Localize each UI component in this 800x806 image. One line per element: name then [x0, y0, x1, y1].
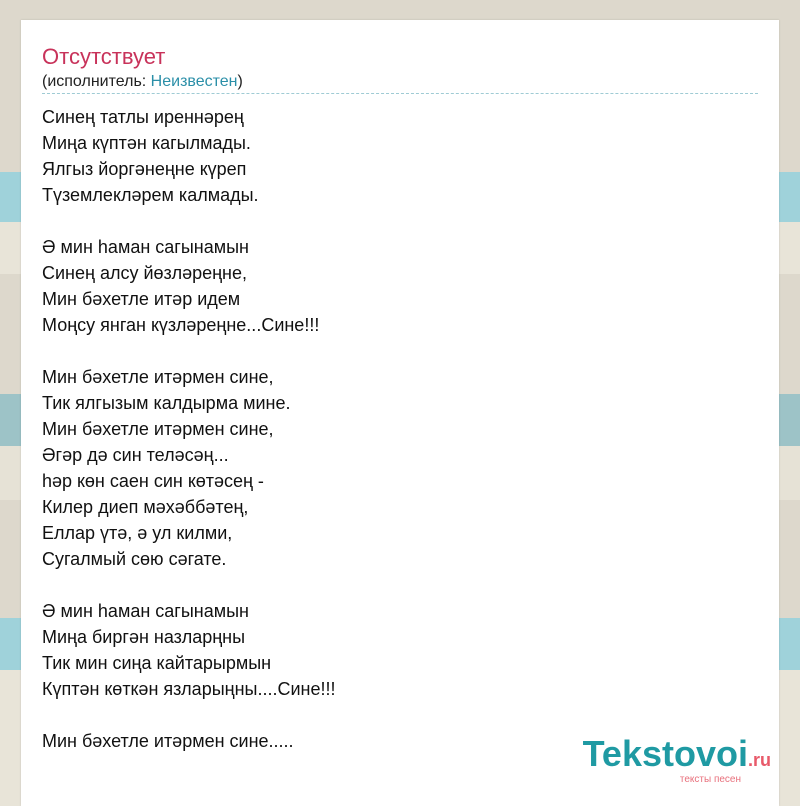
lyric-line: һәр көн саен син көтәсең -	[42, 471, 264, 491]
lyric-line	[42, 338, 335, 364]
lyric-line: Миңа күптән кагылмады.	[42, 133, 251, 153]
lyric-line: Тик ялгызым калдырма мине.	[42, 393, 291, 413]
lyric-line: Мин бәхетле итәрмен сине.....	[42, 731, 294, 751]
lyric-line	[42, 208, 335, 234]
lyric-line: Түземлекләрем калмады.	[42, 185, 259, 205]
lyric-line: Мин бәхетле итәрмен сине,	[42, 419, 274, 439]
lyric-line: Ә мин һаман сагынамын	[42, 601, 249, 621]
lyric-line: Синең татлы иреннәрең	[42, 107, 244, 127]
lyric-line: Синең алсу йөзләреңне,	[42, 263, 248, 283]
lyric-line: Еллар үтә, ә ул килми,	[42, 523, 233, 543]
artist-suffix: )	[237, 73, 243, 90]
logo-text: Tekstovoi	[582, 733, 748, 774]
artist-line	[42, 73, 243, 91]
divider	[42, 93, 758, 94]
lyric-line: Моңсу янган күзләреңне...Сине!!!	[42, 315, 320, 335]
logo-subtitle: тексты песен	[679, 774, 741, 785]
logo-tld: .ru	[747, 750, 771, 770]
lyric-line	[42, 572, 335, 598]
lyric-line: Әгәр дә син теләсәң...	[42, 445, 229, 465]
lyric-line: Ә мин һаман сагынамын	[42, 237, 249, 257]
artist-prefix: (исполнитель:	[42, 73, 151, 90]
lyric-line: Тик мин сиңа кайтарырмын	[42, 653, 272, 673]
lyric-line: Миңа биргән назларңны	[42, 627, 246, 647]
lyric-line	[42, 702, 335, 728]
lyric-line: Килер диеп мәхәббәтең,	[42, 497, 249, 517]
lyrics-card	[21, 20, 779, 806]
lyric-line: Күптән көткән язларыңны....Сине!!!	[42, 679, 336, 699]
lyric-line: Мин бәхетле итәрмен сине,	[42, 367, 274, 387]
lyric-line: Мин бәхетле итәр идем	[42, 289, 241, 309]
song-title: Отсутствует	[42, 44, 166, 69]
artist-link[interactable]: Неизвестен	[150, 73, 238, 90]
lyric-line: Ялгыз йоргәнеңне күреп	[42, 159, 247, 179]
site-logo[interactable]	[582, 733, 771, 785]
lyric-line: Сугалмый сөю сәгате.	[42, 549, 227, 569]
lyrics-text	[42, 104, 335, 754]
